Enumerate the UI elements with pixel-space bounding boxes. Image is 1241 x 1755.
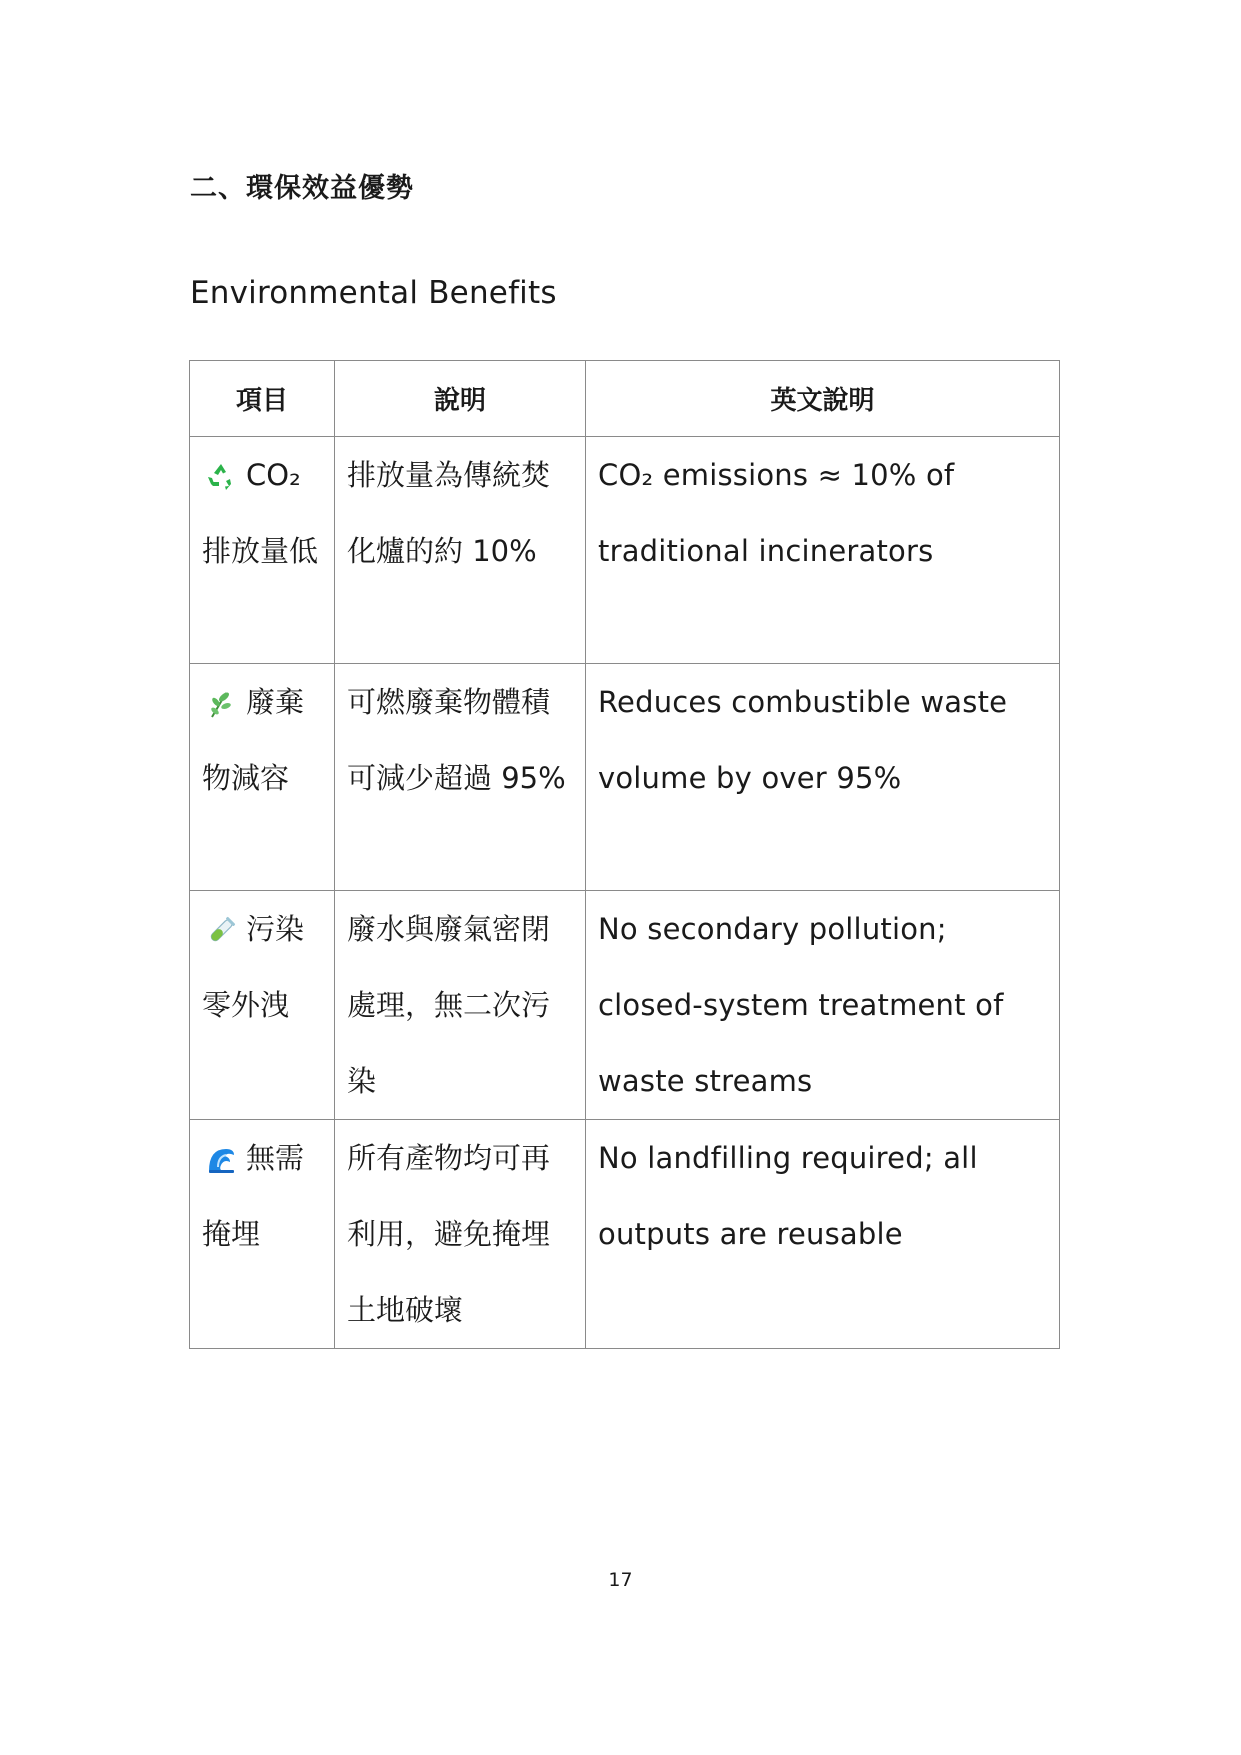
item-cell — [190, 1120, 335, 1349]
item-label: CO₂ 排放量低 — [202, 458, 319, 568]
description-text: 排放量為傳統焚化爐的約 10% — [347, 458, 551, 568]
header-description: 說明 — [335, 361, 586, 437]
test-tube-icon — [204, 914, 238, 948]
page-number: 17 — [608, 1569, 633, 1591]
english-description-text: Reduces combustible waste volume by over 95% — [598, 685, 1008, 795]
table-row — [190, 437, 1060, 664]
item-cell — [190, 437, 335, 664]
section-heading-english: Environmental Benefits — [190, 275, 557, 311]
header-english-description: 英文說明 — [586, 361, 1060, 437]
herb-leaf-icon — [204, 687, 238, 721]
item-label: 污染零外洩 — [202, 912, 305, 1022]
item-label: 無需掩埋 — [202, 1141, 305, 1251]
description-cell — [335, 437, 586, 664]
item-cell — [190, 664, 335, 891]
english-description-cell — [586, 1120, 1060, 1349]
header-item: 項目 — [190, 361, 335, 437]
description-text: 廢水與廢氣密閉處理，無二次污染 — [347, 912, 551, 1098]
english-description-text: CO₂ emissions ≈ 10% of traditional incinerators — [598, 458, 955, 568]
water-wave-icon — [204, 1143, 238, 1177]
section-heading-chinese: 二、環保效益優勢 — [190, 173, 414, 204]
table-row — [190, 1120, 1060, 1349]
description-text: 所有產物均可再利用，避免掩埋土地破壞 — [347, 1141, 551, 1327]
description-cell — [335, 664, 586, 891]
recycle-icon — [204, 460, 238, 494]
table-header-row — [190, 361, 1060, 437]
english-description-cell — [586, 664, 1060, 891]
table-row — [190, 891, 1060, 1120]
benefits-table — [189, 360, 1060, 1349]
item-label: 廢棄物減容 — [202, 685, 305, 795]
english-description-cell — [586, 437, 1060, 664]
english-description-text: No landfilling required; all outputs are reusable — [598, 1141, 978, 1251]
table-row — [190, 664, 1060, 891]
english-description-cell — [586, 891, 1060, 1120]
description-text: 可燃廢棄物體積可減少超過 95% — [347, 685, 566, 795]
description-cell — [335, 1120, 586, 1349]
item-cell — [190, 891, 335, 1120]
english-description-text: No secondary pollution; closed-system treatment of waste streams — [598, 912, 1004, 1098]
description-cell — [335, 891, 586, 1120]
